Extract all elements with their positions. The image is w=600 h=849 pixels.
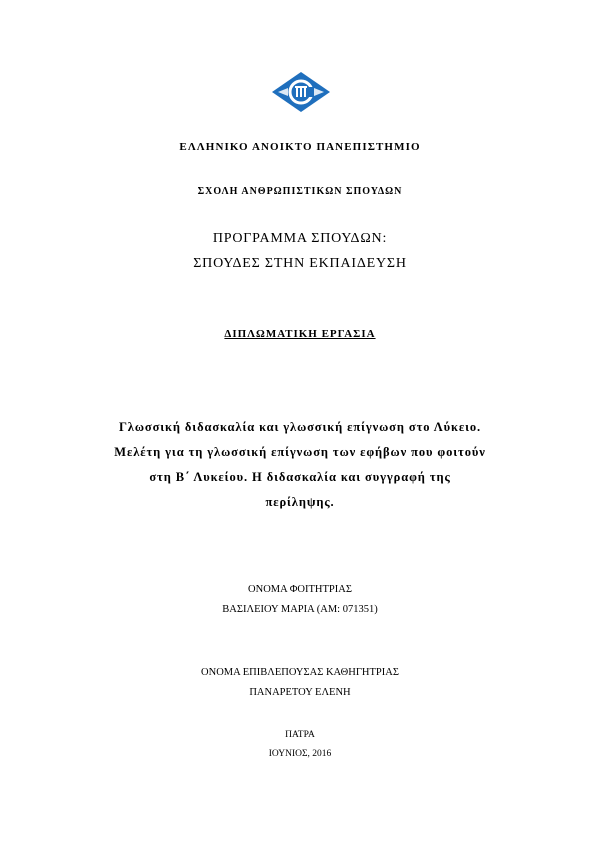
thesis-title-line: στη Β΄ Λυκείου. Η διδασκαλία και συγγραφή της [149, 470, 451, 484]
thesis-type: ΔΙΠΛΩΜΑΤΙΚΗ ΕΡΓΑΣΙΑ [224, 328, 376, 340]
program-line-2: ΣΠΟΥΔΕΣ ΣΤΗΝ ΕΚΠΑΙΔΕΥΣΗ [193, 256, 407, 271]
date: ΙΟΥΝΙΟΣ, 2016 [268, 749, 332, 759]
supervisor-name: ΠΑΝΑΡΕΤΟΥ ΕΛΕΝΗ [249, 687, 351, 698]
student-label: ΟΝΟΜΑ ΦΟΙΤΗΤΡΙΑΣ [248, 584, 352, 595]
supervisor-label: ΟΝΟΜΑ ΕΠΙΒΛΕΠΟΥΣΑΣ ΚΑΘΗΓΗΤΡΙΑΣ [201, 667, 399, 678]
thesis-title-line: Μελέτη για τη γλωσσική επίγνωση των εφήβων που φοιτούν [114, 445, 486, 459]
school-name: ΣΧΟΛΗ ΑΝΘΡΩΠΙΣΤΙΚΩΝ ΣΠΟΥΔΩΝ [197, 186, 403, 197]
thesis-title-line: Γλωσσική διδασκαλία και γλωσσική επίγνωση στο Λύκειο. [118, 420, 482, 434]
university-name: ΕΛΛΗΝΙΚΟ ΑΝΟΙΚΤΟ ΠΑΝΕΠΙΣΤΗΜΙΟ [179, 141, 421, 153]
thesis-title-line: περίληψης. [265, 495, 335, 509]
student-name: ΒΑΣΙΛΕΙΟΥ ΜΑΡΙΑ (ΑΜ: 071351) [222, 604, 378, 615]
program-line-1: ΠΡΟΓΡΑΜΜΑ ΣΠΟΥΔΩΝ: [212, 231, 388, 246]
university-logo-icon [270, 70, 332, 114]
city: ΠΑΤΡΑ [285, 730, 315, 740]
